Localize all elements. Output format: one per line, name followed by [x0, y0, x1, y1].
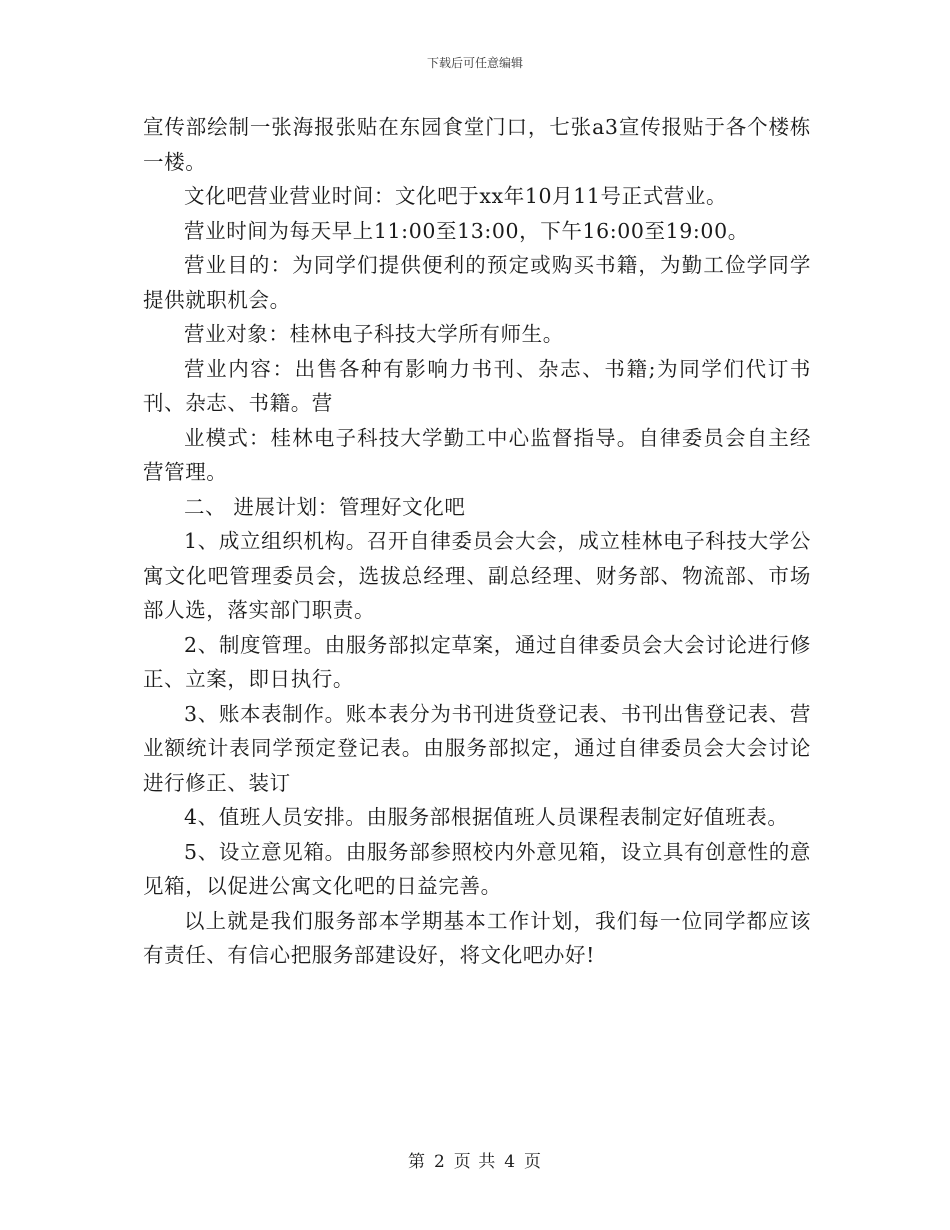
page-label-mid: 页 共	[453, 1152, 497, 1172]
paragraph: 营业时间为每天早上11:00至13:00，下午16:00至19:00。	[184, 218, 749, 243]
page-label-suffix: 页	[524, 1152, 543, 1172]
section-heading: 二、 进展计划：管理好文化吧	[184, 494, 466, 519]
paragraph: 宣传部绘制一张海报张贴在东园食堂门口，七张a3宣传报贴于各个楼栋一楼。	[143, 115, 811, 174]
paragraph: 营业对象：桂林电子科技大学所有师生。	[184, 322, 564, 346]
paragraph: 1、成立组织机构。召开自律委员会大会，成立桂林电子科技大学公寓文化吧管理委员会，选拔总经理、副总经理、财务部、物流部、市场部人选，落实部门职责。	[143, 529, 811, 622]
paragraph: 以上就是我们服务部本学期基本工作计划，我们每一位同学都应该有责任、有信心把服务部建设好，将文化吧办好!	[143, 908, 811, 967]
document-body	[143, 110, 811, 973]
page-number-current: 2	[433, 1152, 446, 1172]
paragraph: 4、值班人员安排。由服务部根据值班人员课程表制定好值班表。	[184, 805, 789, 829]
page-number-total: 4	[504, 1152, 517, 1172]
page-footer	[0, 1147, 950, 1172]
paragraph: 营业内容：出售各种有影响力书刊、杂志、书籍;为同学们代订书刊、杂志、书籍。营	[143, 356, 811, 415]
paragraph: 业模式：桂林电子科技大学勤工中心监督指导。自律委员会自主经营管理。	[143, 425, 811, 484]
paragraph: 营业目的：为同学们提供便利的预定或购买书籍，为勤工俭学同学提供就职机会。	[143, 253, 811, 312]
page-label-prefix: 第	[407, 1152, 426, 1172]
header-note: 下载后可任意编辑	[426, 56, 523, 70]
page-header	[0, 54, 950, 71]
paragraph: 文化吧营业营业时间：文化吧于xx年10月11号正式营业。	[184, 184, 728, 208]
paragraph: 2、制度管理。由服务部拟定草案，通过自律委员会大会讨论进行修正、立案，即日执行。	[143, 632, 811, 691]
paragraph: 3、账本表制作。账本表分为书刊进货登记表、书刊出售登记表、营业额统计表同学预定登记表。由服务部拟定，通过自律委员会大会讨论进行修正、装订	[143, 701, 811, 795]
paragraph: 5、设立意见箱。由服务部参照校内外意见箱，设立具有创意性的意见箱，以促进公寓文化吧的日益完善。	[143, 839, 811, 898]
